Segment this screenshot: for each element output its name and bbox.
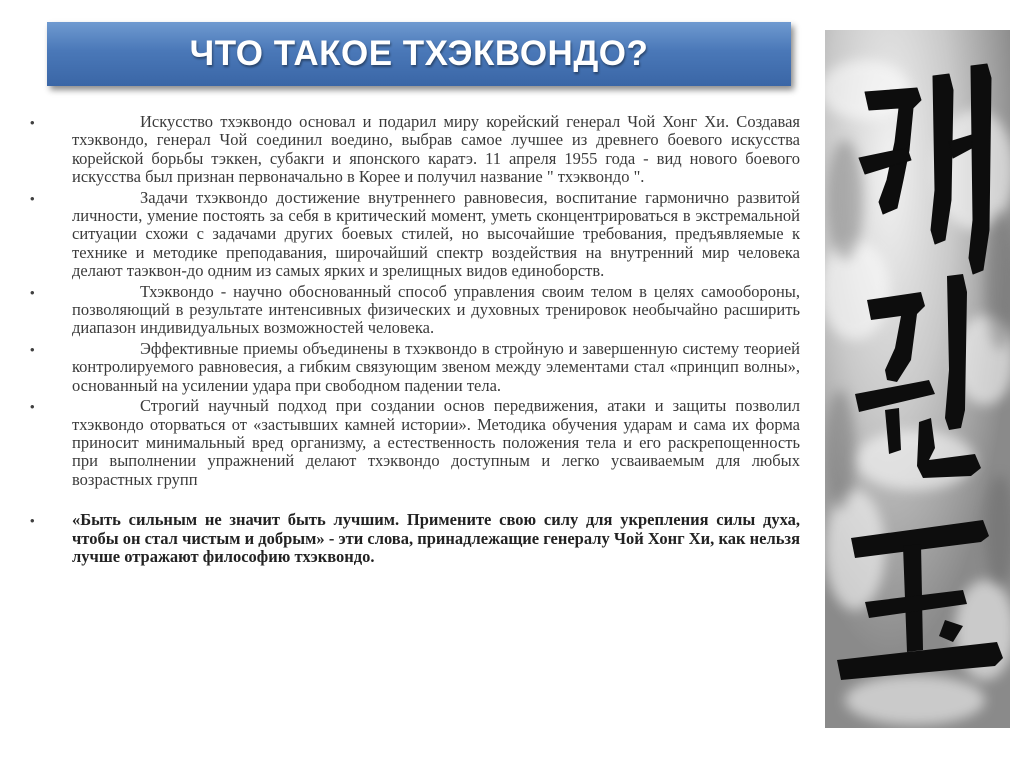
list-item (30, 397, 800, 489)
paragraph-scientific-approach: Строгий научный подход при создании основ передвижения, атаки и защиты позволил тхэквондо оторваться от «застывших камней истории». Методика обучения ударам и сама их форма приносит минимальный вред организму, а естественность положения тела и его раскрепощенность при выполнении упражнений делают тхэквондо доступным и легко усваиваемым для любых возрастных групп (72, 396, 800, 489)
list-item (30, 189, 800, 281)
bullet: • (30, 513, 35, 529)
list-item-quote (30, 511, 800, 566)
bullet: • (30, 190, 35, 206)
list-item (30, 113, 800, 187)
list-item (30, 340, 800, 395)
calligraphy-image (825, 30, 1010, 728)
paragraph-founder: Искусство тхэквондо основал и подарил миру корейский генерал Чой Хонг Хи. Создавая тхэквондо, генерал Чой соединил воедино, выбрав самое лучшее из древнего боевого искусства корейской борьбы тэккен, субакги и японского каратэ. 11 апреля 1955 года - вид нового боевого искусства был признан первоначально в Корее и получил название " тхэквондо ". (72, 112, 800, 187)
paragraph-definition: Тхэквондо - научно обоснованный способ управления своим телом в целях самообороны, позволяющий в результате интенсивных физических и духовных тренировок необычайно расширить диапазон индивидуальных возможностей человека. (72, 281, 800, 338)
calligraphy-artwork (825, 30, 1010, 728)
bullet: • (30, 399, 35, 415)
bullet: • (30, 115, 35, 130)
paragraph-goals: Задачи тхэквондо достижение внутреннего равновесия, воспитание гармонично развитой личности, умение постоять за себя в критический момент, уметь сконцентрироваться в экстремальной ситуации схожи с задачами других боевых стилей, но высочайшие требования, предъявляемые к технике и методике преподавания, широчайший спектр воздействия на внутренний мир человека делают таэквон-до одним из самых ярких и зрелищных видов единоборств. (72, 187, 800, 281)
paragraph-techniques: Эффективные приемы объединены в тхэквондо в стройную и завершенную систему теорией контролируемого равновесия, а гибким связующим звеном между элементами стал «принцип волны», основанный на усилении удара при свободном падении тела. (72, 338, 800, 395)
bullet: • (30, 341, 35, 357)
bullet: • (30, 284, 35, 300)
title-banner (47, 22, 791, 86)
slide-title: ЧТО ТАКОЕ ТХЭКВОНДО? (189, 34, 649, 73)
quote-paragraph: «Быть сильным не значит быть лучшим. Примените свою силу для укрепления силы духа, чтобы он стал чистым и добрым» - эти слова, принадлежащие генералу Чой Хонг Хи, как нельзя лучше отражают философию тхэквондо. (72, 510, 800, 566)
text-body (30, 113, 800, 566)
list-item (30, 283, 800, 338)
